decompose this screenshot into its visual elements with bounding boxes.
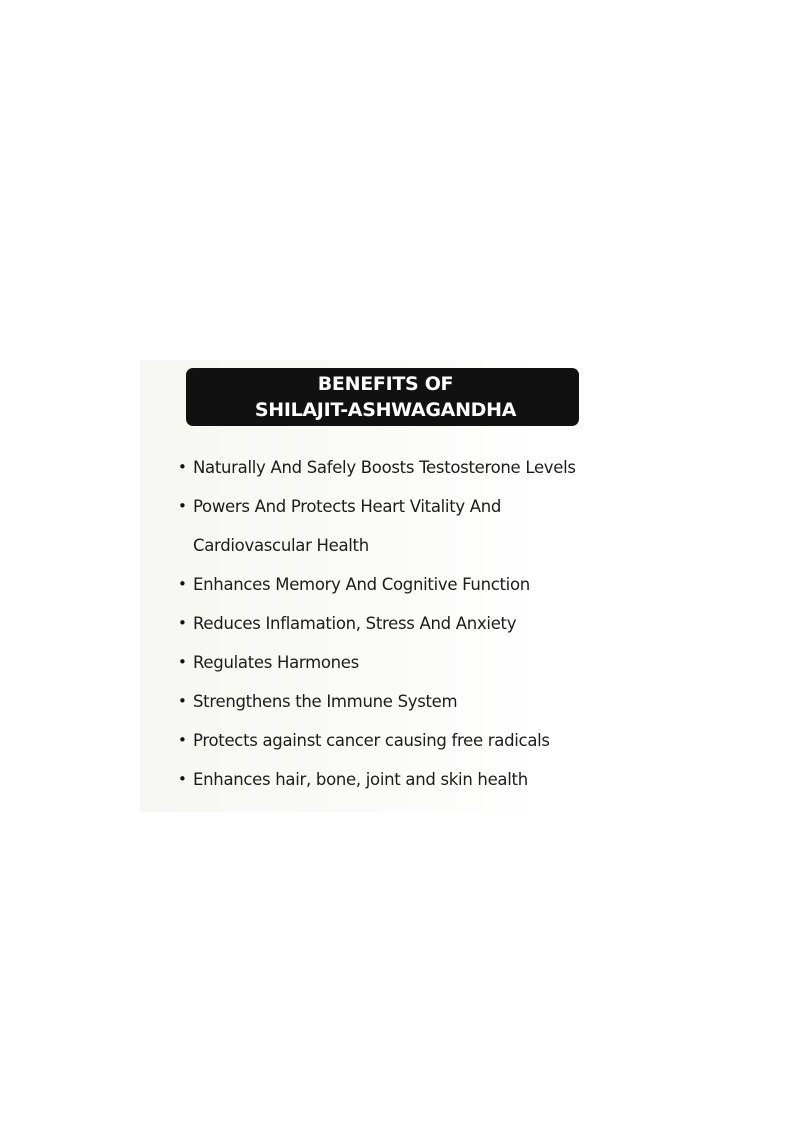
bullet-icon: • [178, 497, 187, 515]
bullet-icon: • [178, 770, 187, 788]
bullet-icon: • [178, 458, 187, 476]
benefit-text: Powers And Protects Heart Vitality And [193, 497, 502, 516]
benefit-text: Reduces Inflamation, Stress And Anxiety [193, 614, 517, 633]
benefit-text: Regulates Harmones [193, 653, 359, 672]
benefit-item [178, 760, 618, 799]
benefit-text: Enhances hair, bone, joint and skin health [193, 770, 528, 789]
benefit-item [178, 643, 618, 682]
benefit-item [178, 682, 618, 721]
bullet-icon: • [178, 653, 187, 671]
bullet-icon: • [178, 614, 187, 632]
title-banner [186, 368, 579, 426]
bullet-icon: • [178, 731, 187, 749]
benefit-text: Strengthens the Immune System [193, 692, 458, 711]
benefit-item [178, 565, 618, 604]
benefits-list [178, 448, 618, 799]
banner-title-line-2: SHILAJIT-ASHWAGANDHA [254, 399, 517, 421]
benefit-text: Naturally And Safely Boosts Testosterone Levels [193, 458, 576, 477]
bullet-icon: • [178, 575, 187, 593]
benefit-item [178, 448, 618, 487]
benefit-item [178, 487, 618, 565]
benefit-item [178, 604, 618, 643]
benefit-text-continuation: Cardiovascular Health [193, 536, 369, 555]
benefit-item [178, 721, 618, 760]
benefit-text: Protects against cancer causing free radicals [193, 731, 550, 750]
bullet-icon: • [178, 692, 187, 710]
benefit-text: Enhances Memory And Cognitive Function [193, 575, 530, 594]
banner-title-line-1: BENEFITS OF [317, 373, 454, 395]
